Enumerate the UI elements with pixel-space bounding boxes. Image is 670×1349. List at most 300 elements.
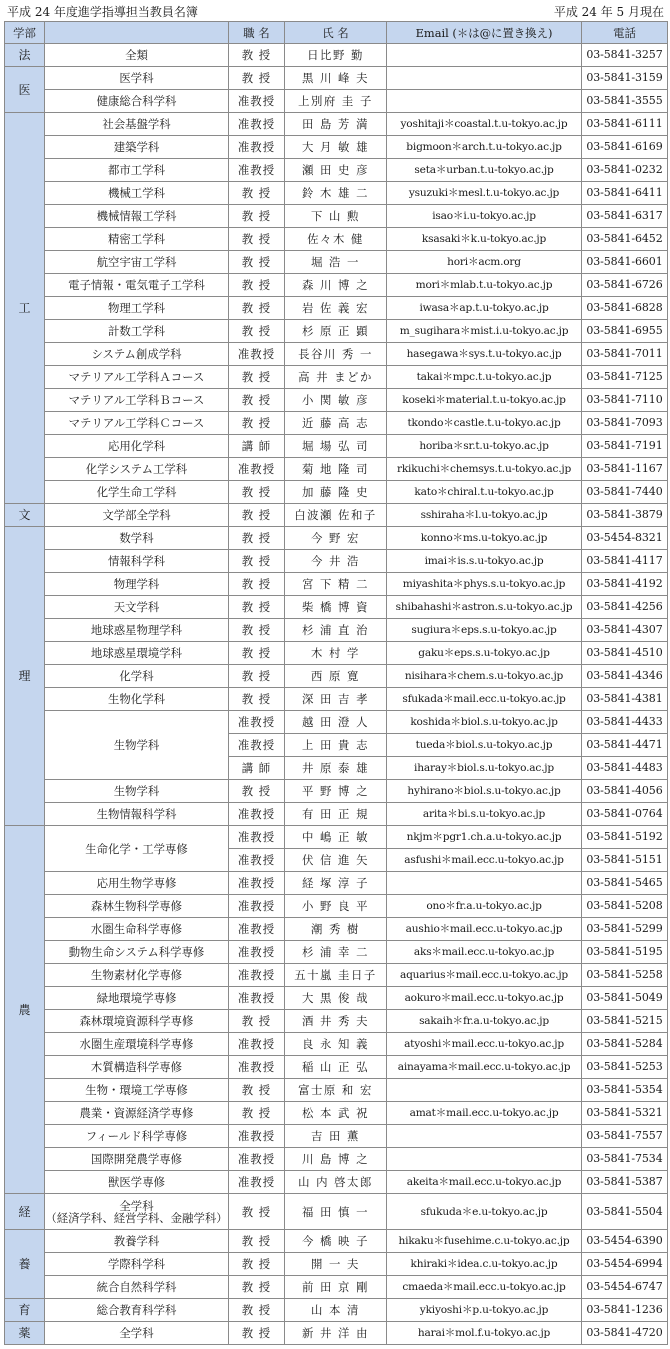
name-cell: 上別府 圭 子 — [285, 90, 387, 113]
name-cell: 山 内 啓太郎 — [285, 1171, 387, 1194]
name-cell: 岩 佐 義 宏 — [285, 297, 387, 320]
department-cell: 森林生物科学専修 — [45, 895, 229, 918]
phone-cell: 03-5841-5284 — [582, 1033, 668, 1056]
email-cell: koshida＊biol.s.u-tokyo.ac.jp — [387, 711, 582, 734]
table-body — [5, 44, 668, 1345]
department-cell: 健康総合科学科 — [45, 90, 229, 113]
name-cell: 吉 田 薫 — [285, 1125, 387, 1148]
name-cell: 平 野 博 之 — [285, 780, 387, 803]
department-cell: 情報科学科 — [45, 550, 229, 573]
department-cell: 応用化学科 — [45, 435, 229, 458]
phone-cell: 03-5841-4483 — [582, 757, 668, 780]
table-row — [5, 1253, 668, 1276]
email-cell: miyashita＊phys.s.u-tokyo.ac.jp — [387, 573, 582, 596]
phone-cell: 03-5841-4471 — [582, 734, 668, 757]
email-cell: amat＊mail.ecc.u-tokyo.ac.jp — [387, 1102, 582, 1125]
email-cell: cmaeda＊mail.ecc.u-tokyo.ac.jp — [387, 1276, 582, 1299]
phone-cell: 03-5454-6747 — [582, 1276, 668, 1299]
rank-cell: 教 授 — [229, 642, 285, 665]
table-row — [5, 435, 668, 458]
rank-cell: 教 授 — [229, 780, 285, 803]
table-row — [5, 205, 668, 228]
rank-cell: 准教授 — [229, 803, 285, 826]
email-cell: imai＊is.s.u-tokyo.ac.jp — [387, 550, 582, 573]
department-cell: 水圏生命科学専修 — [45, 918, 229, 941]
phone-cell: 03-5841-4381 — [582, 688, 668, 711]
name-cell: 今 橋 映 子 — [285, 1230, 387, 1253]
rank-cell: 教 授 — [229, 665, 285, 688]
phone-cell: 03-5841-6828 — [582, 297, 668, 320]
table-row — [5, 67, 668, 90]
name-cell: 杉 浦 幸 二 — [285, 941, 387, 964]
department-cell: 全学科 — [45, 1322, 229, 1345]
name-cell: 佐々木 健 — [285, 228, 387, 251]
email-cell: sfukuda＊e.u-tokyo.ac.jp — [387, 1194, 582, 1230]
email-cell: akeita＊mail.ecc.u-tokyo.ac.jp — [387, 1171, 582, 1194]
phone-cell: 03-5841-5258 — [582, 964, 668, 987]
phone-cell: 03-5841-5151 — [582, 849, 668, 872]
phone-cell: 03-5841-7093 — [582, 412, 668, 435]
department-cell: 教養学科 — [45, 1230, 229, 1253]
email-cell: sshiraha＊l.u-tokyo.ac.jp — [387, 504, 582, 527]
faculty-cell: 文 — [5, 504, 45, 527]
phone-cell: 03-5841-4192 — [582, 573, 668, 596]
email-cell: arita＊bi.s.u-tokyo.ac.jp — [387, 803, 582, 826]
rank-cell: 准教授 — [229, 918, 285, 941]
email-cell: hasegawa＊sys.t.u-tokyo.ac.jp — [387, 343, 582, 366]
email-cell: atyoshi＊mail.ecc.u-tokyo.ac.jp — [387, 1033, 582, 1056]
table-row — [5, 550, 668, 573]
email-cell: hikaku＊fusehime.c.u-tokyo.ac.jp — [387, 1230, 582, 1253]
phone-cell: 03-5841-4433 — [582, 711, 668, 734]
name-cell: 越 田 澄 人 — [285, 711, 387, 734]
department-cell: 物理工学科 — [45, 297, 229, 320]
name-cell: 井 原 泰 雄 — [285, 757, 387, 780]
email-cell: nkjm＊pgr1.ch.a.u-tokyo.ac.jp — [387, 826, 582, 849]
email-cell: rkikuchi＊chemsys.t.u-tokyo.ac.jp — [387, 458, 582, 481]
name-cell: 西 原 寛 — [285, 665, 387, 688]
department-cell: 生物学科 — [45, 711, 229, 780]
rank-cell: 教 授 — [229, 1230, 285, 1253]
table-row — [5, 136, 668, 159]
email-cell: takai＊mpc.t.u-tokyo.ac.jp — [387, 366, 582, 389]
rank-cell: 教 授 — [229, 389, 285, 412]
name-cell: 前 田 京 剛 — [285, 1276, 387, 1299]
header-email: Email (＊は@に置き換え) — [387, 22, 582, 44]
name-cell: 伏 信 進 矢 — [285, 849, 387, 872]
rank-cell: 教 授 — [229, 366, 285, 389]
header-phone: 電話 — [582, 22, 668, 44]
table-row — [5, 90, 668, 113]
table-row — [5, 1171, 668, 1194]
name-cell: 白波瀬 佐和子 — [285, 504, 387, 527]
rank-cell: 准教授 — [229, 159, 285, 182]
phone-cell: 03-5841-5504 — [582, 1194, 668, 1230]
name-cell: 堀 浩 一 — [285, 251, 387, 274]
department-cell: 水圏生産環境科学専修 — [45, 1033, 229, 1056]
table-row — [5, 642, 668, 665]
table-row — [5, 159, 668, 182]
phone-cell: 03-5841-5049 — [582, 987, 668, 1010]
name-cell: 上 田 貴 志 — [285, 734, 387, 757]
email-cell: shibahashi＊astron.s.u-tokyo.ac.jp — [387, 596, 582, 619]
department-cell: 精密工学科 — [45, 228, 229, 251]
email-cell — [387, 872, 582, 895]
phone-cell: 03-5841-7110 — [582, 389, 668, 412]
phone-cell: 03-5841-4256 — [582, 596, 668, 619]
phone-cell: 03-5841-5321 — [582, 1102, 668, 1125]
department-cell: 森林環境資源科学専修 — [45, 1010, 229, 1033]
rank-cell: 教 授 — [229, 688, 285, 711]
table-row — [5, 803, 668, 826]
rank-cell: 教 授 — [229, 1299, 285, 1322]
table-row — [5, 343, 668, 366]
department-cell: 医学科 — [45, 67, 229, 90]
faculty-cell: 養 — [5, 1230, 45, 1299]
department-cell: マテリアル工学科Ｃコース — [45, 412, 229, 435]
department-cell: マテリアル工学科Ａコース — [45, 366, 229, 389]
faculty-cell: 理 — [5, 527, 45, 826]
rank-cell: 准教授 — [229, 987, 285, 1010]
name-cell: 福 田 慎 一 — [285, 1194, 387, 1230]
phone-cell: 03-5841-6111 — [582, 113, 668, 136]
document-header — [0, 0, 670, 21]
department-cell: 物理学科 — [45, 573, 229, 596]
name-cell: 大 黒 俊 哉 — [285, 987, 387, 1010]
department-cell: 機械工学科 — [45, 182, 229, 205]
department-cell: 地球惑星環境学科 — [45, 642, 229, 665]
name-cell: 堀 場 弘 司 — [285, 435, 387, 458]
department-cell: 天文学科 — [45, 596, 229, 619]
rank-cell: 准教授 — [229, 1148, 285, 1171]
rank-cell: 教 授 — [229, 481, 285, 504]
table-row — [5, 964, 668, 987]
name-cell: 稲 山 正 弘 — [285, 1056, 387, 1079]
email-cell: horiba＊sr.t.u-tokyo.ac.jp — [387, 435, 582, 458]
rank-cell: 准教授 — [229, 826, 285, 849]
name-cell: 長谷川 秀 一 — [285, 343, 387, 366]
department-cell: 文学部全学科 — [45, 504, 229, 527]
email-cell: ksasaki＊k.u-tokyo.ac.jp — [387, 228, 582, 251]
table-row — [5, 1102, 668, 1125]
department-cell: 化学生命工学科 — [45, 481, 229, 504]
table-row — [5, 688, 668, 711]
rank-cell: 教 授 — [229, 573, 285, 596]
rank-cell: 教 授 — [229, 182, 285, 205]
department-cell: 建築学科 — [45, 136, 229, 159]
phone-cell: 03-5841-3555 — [582, 90, 668, 113]
department-cell: 計数工学科 — [45, 320, 229, 343]
department-cell: 電子情報・電気電子工学科 — [45, 274, 229, 297]
table-row — [5, 1079, 668, 1102]
name-cell: 小 関 敏 彦 — [285, 389, 387, 412]
name-cell: 今 野 宏 — [285, 527, 387, 550]
table-row — [5, 44, 668, 67]
table-row — [5, 1322, 668, 1345]
table-header-row — [5, 22, 668, 44]
rank-cell: 教 授 — [229, 205, 285, 228]
rank-cell: 教 授 — [229, 1276, 285, 1299]
table-row — [5, 1230, 668, 1253]
rank-cell: 准教授 — [229, 113, 285, 136]
phone-cell: 03-5841-7440 — [582, 481, 668, 504]
rank-cell: 准教授 — [229, 458, 285, 481]
name-cell: 五十嵐 圭日子 — [285, 964, 387, 987]
department-cell: 全類 — [45, 44, 229, 67]
name-cell: 大 月 敏 雄 — [285, 136, 387, 159]
email-cell: gaku＊eps.s.u-tokyo.ac.jp — [387, 642, 582, 665]
rank-cell: 教 授 — [229, 1322, 285, 1345]
rank-cell: 教 授 — [229, 504, 285, 527]
table-row — [5, 665, 668, 688]
phone-cell: 03-5841-4720 — [582, 1322, 668, 1345]
rank-cell: 准教授 — [229, 1056, 285, 1079]
rank-cell: 教 授 — [229, 1102, 285, 1125]
phone-cell: 03-5841-0764 — [582, 803, 668, 826]
rank-cell: 准教授 — [229, 734, 285, 757]
rank-cell: 教 授 — [229, 1194, 285, 1230]
name-cell: 近 藤 高 志 — [285, 412, 387, 435]
name-cell: 深 田 吉 孝 — [285, 688, 387, 711]
table-row — [5, 182, 668, 205]
name-cell: 酒 井 秀 夫 — [285, 1010, 387, 1033]
department-cell: 生物情報科学科 — [45, 803, 229, 826]
table-row — [5, 113, 668, 136]
table-row — [5, 1276, 668, 1299]
department-cell: 生物素材化学専修 — [45, 964, 229, 987]
department-cell: 化学科 — [45, 665, 229, 688]
department-line: （経済学科、経営学科、金融学科） — [45, 1210, 228, 1225]
rank-cell: 准教授 — [229, 711, 285, 734]
name-cell: 経 塚 淳 子 — [285, 872, 387, 895]
email-cell: tueda＊biol.s.u-tokyo.ac.jp — [387, 734, 582, 757]
department-cell: 動物生命システム科学専修 — [45, 941, 229, 964]
name-cell: 杉 原 正 顕 — [285, 320, 387, 343]
department-cell — [45, 1194, 229, 1230]
faculty-cell: 農 — [5, 826, 45, 1194]
rank-cell: 教 授 — [229, 274, 285, 297]
phone-cell: 03-5841-6411 — [582, 182, 668, 205]
department-cell: 総合教育科学科 — [45, 1299, 229, 1322]
name-cell: 森 川 博 之 — [285, 274, 387, 297]
name-cell: 松 本 武 祝 — [285, 1102, 387, 1125]
name-cell: 富士原 和 宏 — [285, 1079, 387, 1102]
phone-cell: 03-5841-7534 — [582, 1148, 668, 1171]
name-cell: 宮 下 精 二 — [285, 573, 387, 596]
email-cell: khiraki＊idea.c.u-tokyo.ac.jp — [387, 1253, 582, 1276]
phone-cell: 03-5841-5299 — [582, 918, 668, 941]
phone-cell: 03-5841-5195 — [582, 941, 668, 964]
table-row — [5, 297, 668, 320]
rank-cell: 教 授 — [229, 320, 285, 343]
email-cell: tkondo＊castle.t.u-tokyo.ac.jp — [387, 412, 582, 435]
rank-cell: 教 授 — [229, 412, 285, 435]
email-cell — [387, 90, 582, 113]
email-cell: seta＊urban.t.u-tokyo.ac.jp — [387, 159, 582, 182]
department-cell: 学際科学科 — [45, 1253, 229, 1276]
phone-cell: 03-5841-6955 — [582, 320, 668, 343]
table-row — [5, 366, 668, 389]
name-cell: 高 井 まどか — [285, 366, 387, 389]
email-cell: kato＊chiral.t.u-tokyo.ac.jp — [387, 481, 582, 504]
table-row — [5, 1148, 668, 1171]
rank-cell: 教 授 — [229, 1010, 285, 1033]
phone-cell: 03-5841-4056 — [582, 780, 668, 803]
rank-cell: 准教授 — [229, 964, 285, 987]
email-cell: aushio＊mail.ecc.u-tokyo.ac.jp — [387, 918, 582, 941]
name-cell: 有 田 正 規 — [285, 803, 387, 826]
rank-cell: 准教授 — [229, 343, 285, 366]
rank-cell: 教 授 — [229, 228, 285, 251]
faculty-cell: 医 — [5, 67, 45, 113]
phone-cell: 03-5454-8321 — [582, 527, 668, 550]
email-cell: nisihara＊chem.s.u-tokyo.ac.jp — [387, 665, 582, 688]
name-cell: 山 本 清 — [285, 1299, 387, 1322]
rank-cell: 准教授 — [229, 872, 285, 895]
table-row — [5, 1125, 668, 1148]
table-row — [5, 320, 668, 343]
department-cell: 統合自然科学科 — [45, 1276, 229, 1299]
rank-cell: 教 授 — [229, 297, 285, 320]
department-cell: 化学システム工学科 — [45, 458, 229, 481]
email-cell: sugiura＊eps.s.u-tokyo.ac.jp — [387, 619, 582, 642]
header-rank: 職 名 — [229, 22, 285, 44]
email-cell: bigmoon＊arch.t.u-tokyo.ac.jp — [387, 136, 582, 159]
phone-cell: 03-5841-3159 — [582, 67, 668, 90]
document-date: 平成 24 年 5 月現在 — [553, 5, 664, 19]
department-cell: 航空宇宙工学科 — [45, 251, 229, 274]
header-faculty: 学部 — [5, 22, 45, 44]
name-cell: 鈴 木 雄 二 — [285, 182, 387, 205]
rank-cell: 教 授 — [229, 251, 285, 274]
table-row — [5, 481, 668, 504]
phone-cell: 03-5841-4510 — [582, 642, 668, 665]
department-cell: 応用生物学専修 — [45, 872, 229, 895]
department-cell: システム創成学科 — [45, 343, 229, 366]
phone-cell: 03-5841-7557 — [582, 1125, 668, 1148]
email-cell: konno＊ms.u-tokyo.ac.jp — [387, 527, 582, 550]
table-row — [5, 1033, 668, 1056]
name-cell: 開 一 夫 — [285, 1253, 387, 1276]
department-cell: 木質構造科学専修 — [45, 1056, 229, 1079]
name-cell: 潮 秀 樹 — [285, 918, 387, 941]
phone-cell: 03-5841-6601 — [582, 251, 668, 274]
email-cell: aokuro＊mail.ecc.u-tokyo.ac.jp — [387, 987, 582, 1010]
email-cell: ono＊fr.a.u-tokyo.ac.jp — [387, 895, 582, 918]
rank-cell: 教 授 — [229, 44, 285, 67]
table-row — [5, 1299, 668, 1322]
department-cell: 農業・資源経済学専修 — [45, 1102, 229, 1125]
email-cell: sakaih＊fr.a.u-tokyo.ac.jp — [387, 1010, 582, 1033]
name-cell: 瀬 田 史 彦 — [285, 159, 387, 182]
department-cell: 数学科 — [45, 527, 229, 550]
rank-cell: 教 授 — [229, 619, 285, 642]
name-cell: 田 島 芳 満 — [285, 113, 387, 136]
table-row — [5, 1056, 668, 1079]
name-cell: 下 山 勲 — [285, 205, 387, 228]
faculty-table — [4, 21, 668, 1345]
name-cell: 菊 地 隆 司 — [285, 458, 387, 481]
name-cell: 川 島 博 之 — [285, 1148, 387, 1171]
table-row — [5, 573, 668, 596]
department-cell: 生物学科 — [45, 780, 229, 803]
rank-cell: 准教授 — [229, 136, 285, 159]
table-row — [5, 504, 668, 527]
department-cell: 地球惑星物理学科 — [45, 619, 229, 642]
department-cell: 国際開発農学専修 — [45, 1148, 229, 1171]
email-cell: aquarius＊mail.ecc.u-tokyo.ac.jp — [387, 964, 582, 987]
email-cell: m_sugihara＊mist.i.u-tokyo.ac.jp — [387, 320, 582, 343]
phone-cell: 03-5841-7011 — [582, 343, 668, 366]
phone-cell: 03-5841-5387 — [582, 1171, 668, 1194]
phone-cell: 03-5841-1236 — [582, 1299, 668, 1322]
phone-cell: 03-5841-3879 — [582, 504, 668, 527]
table-row — [5, 619, 668, 642]
phone-cell: 03-5841-7125 — [582, 366, 668, 389]
rank-cell: 教 授 — [229, 1253, 285, 1276]
table-row — [5, 412, 668, 435]
rank-cell: 教 授 — [229, 67, 285, 90]
faculty-cell: 育 — [5, 1299, 45, 1322]
table-row — [5, 711, 668, 734]
name-cell: 木 村 学 — [285, 642, 387, 665]
department-cell: 機械情報工学科 — [45, 205, 229, 228]
rank-cell: 講 師 — [229, 435, 285, 458]
name-cell: 黒 川 峰 夫 — [285, 67, 387, 90]
email-cell: sfukada＊mail.ecc.u-tokyo.ac.jp — [387, 688, 582, 711]
rank-cell: 准教授 — [229, 90, 285, 113]
table-row — [5, 826, 668, 849]
rank-cell: 准教授 — [229, 1125, 285, 1148]
department-cell: 緑地環境学専修 — [45, 987, 229, 1010]
rank-cell: 准教授 — [229, 1033, 285, 1056]
name-cell: 柴 橋 博 資 — [285, 596, 387, 619]
email-cell: iwasa＊ap.t.u-tokyo.ac.jp — [387, 297, 582, 320]
table-row — [5, 1010, 668, 1033]
email-cell: hyhirano＊biol.s.u-tokyo.ac.jp — [387, 780, 582, 803]
table-row — [5, 918, 668, 941]
email-cell: isao＊i.u-tokyo.ac.jp — [387, 205, 582, 228]
table-row — [5, 458, 668, 481]
department-cell: 都市工学科 — [45, 159, 229, 182]
email-cell — [387, 1125, 582, 1148]
phone-cell: 03-5841-6726 — [582, 274, 668, 297]
table-row — [5, 389, 668, 412]
rank-cell: 教 授 — [229, 1079, 285, 1102]
faculty-cell: 法 — [5, 44, 45, 67]
department-cell: 社会基盤学科 — [45, 113, 229, 136]
rank-cell: 教 授 — [229, 550, 285, 573]
email-cell: yoshitaji＊coastal.t.u-tokyo.ac.jp — [387, 113, 582, 136]
phone-cell: 03-5841-6169 — [582, 136, 668, 159]
table-row — [5, 872, 668, 895]
table-row — [5, 274, 668, 297]
phone-cell: 03-5841-6452 — [582, 228, 668, 251]
email-cell: hori＊acm.org — [387, 251, 582, 274]
email-cell — [387, 67, 582, 90]
department-line: 全学科 — [119, 1198, 154, 1213]
table-row — [5, 228, 668, 251]
department-cell: マテリアル工学科Ｂコース — [45, 389, 229, 412]
email-cell: mori＊mlab.t.u-tokyo.ac.jp — [387, 274, 582, 297]
name-cell: 中 嶋 正 敏 — [285, 826, 387, 849]
name-cell: 小 野 良 平 — [285, 895, 387, 918]
department-cell: 獣医学専修 — [45, 1171, 229, 1194]
department-cell: 生物・環境工学専修 — [45, 1079, 229, 1102]
name-cell: 加 藤 隆 史 — [285, 481, 387, 504]
rank-cell: 講 師 — [229, 757, 285, 780]
email-cell — [387, 1148, 582, 1171]
